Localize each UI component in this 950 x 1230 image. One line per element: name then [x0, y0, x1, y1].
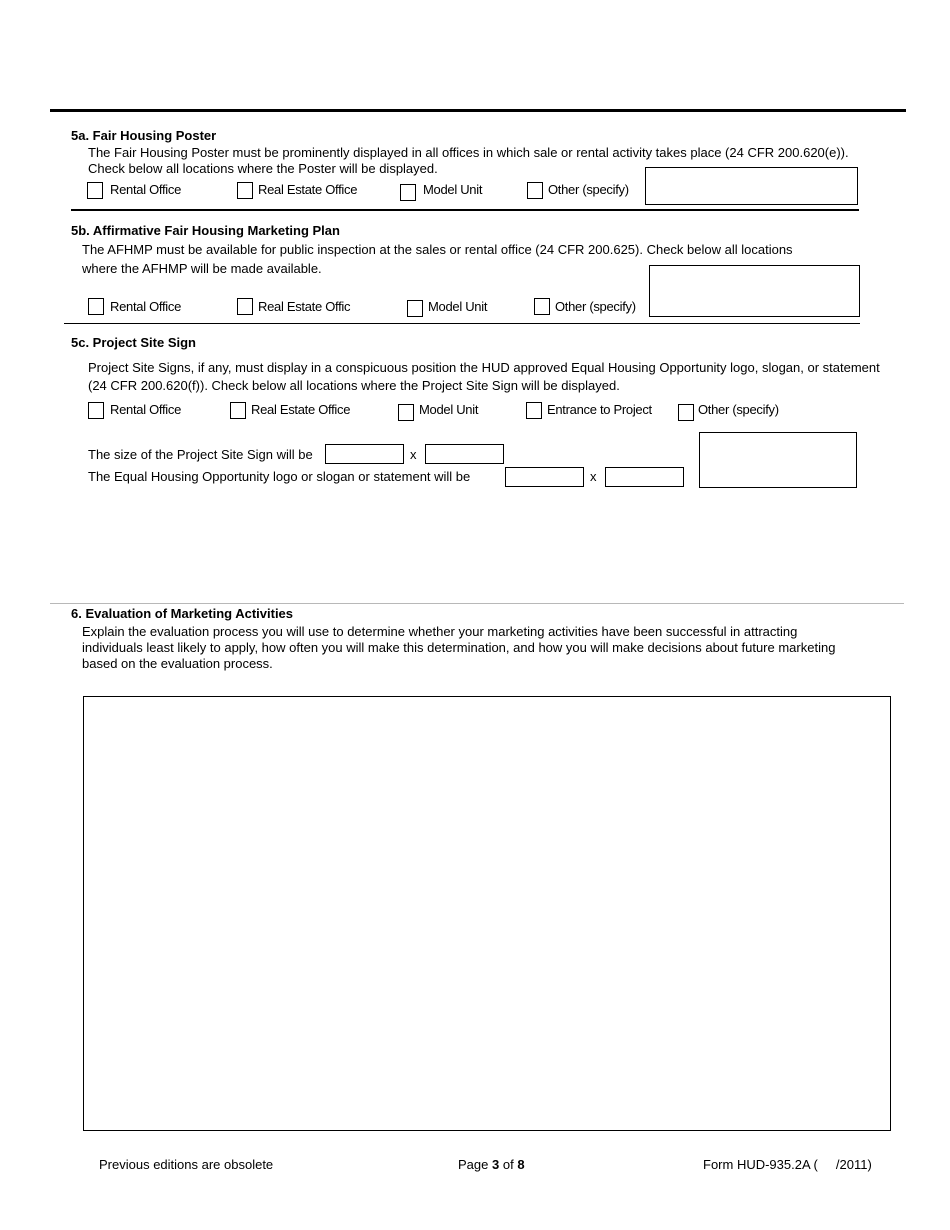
- label-5c-rental-office: Rental Office: [110, 402, 182, 417]
- section-5c-title: 5c. Project Site Sign: [71, 335, 196, 350]
- label-5c-real-estate-office: Real Estate Office: [251, 402, 351, 417]
- divider-6: [50, 603, 904, 604]
- section-6-title: 6. Evaluation of Marketing Activities: [71, 606, 294, 621]
- checkbox-5c-rental-office[interactable]: [88, 402, 104, 419]
- footer-obsolete-note: Previous editions are obsolete: [99, 1157, 274, 1172]
- logo-size-times: x: [590, 469, 597, 484]
- label-5b-real-estate-office: Real Estate Offic: [258, 299, 351, 314]
- label-5a-real-estate-office: Real Estate Office: [258, 182, 358, 197]
- checkbox-5c-real-estate-office[interactable]: [230, 402, 246, 419]
- divider-5b: [64, 323, 860, 324]
- input-5a-other-specify[interactable]: [645, 167, 858, 205]
- section-5a-title: 5a. Fair Housing Poster: [71, 128, 217, 143]
- section-5b-text-line1: The AFHMP must be available for public inspection at the sales or rental office (24 CFR 200.625). Check below all locations: [82, 242, 793, 257]
- section-5a-text-line2: Check below all locations where the Poster will be displayed.: [88, 161, 438, 176]
- label-5a-other: Other (specify): [548, 182, 629, 197]
- section-5c-text-line1: Project Site Signs, if any, must display in a conspicuous position the HUD approved Equal Housing Opportunity logo, slogan, or statement: [88, 360, 880, 375]
- label-5b-rental-office: Rental Office: [110, 299, 182, 314]
- checkbox-5c-entrance[interactable]: [526, 402, 542, 419]
- label-5c-other: Other (specify): [698, 402, 779, 417]
- checkbox-5b-model-unit[interactable]: [407, 300, 423, 317]
- input-sign-width[interactable]: [325, 444, 404, 464]
- sign-size-label: The size of the Project Site Sign will be: [88, 447, 313, 462]
- section-5c-text-line2: (24 CFR 200.620(f)). Check below all locations where the Project Site Sign will be displayed.: [88, 378, 620, 393]
- input-sign-height[interactable]: [425, 444, 504, 464]
- label-5b-other: Other (specify): [555, 299, 636, 314]
- input-5b-other-specify[interactable]: [649, 265, 860, 317]
- input-logo-width[interactable]: [505, 467, 584, 487]
- label-5c-model-unit: Model Unit: [419, 402, 479, 417]
- evaluation-textarea[interactable]: [83, 696, 891, 1131]
- checkbox-5a-model-unit[interactable]: [400, 184, 416, 201]
- footer-page-total: 8: [517, 1157, 525, 1172]
- checkbox-5c-other[interactable]: [678, 404, 694, 421]
- section-6-text-line1: Explain the evaluation process you will use to determine whether your marketing activities have been successful in attracting: [82, 624, 798, 639]
- section-6-text-line2: individuals least likely to apply, how often you will make this determination, and how you will make decisions about future marketing: [82, 640, 836, 655]
- footer-page-of: of: [502, 1157, 514, 1172]
- label-5b-model-unit: Model Unit: [428, 299, 488, 314]
- section-6-text-line3: based on the evaluation process.: [82, 656, 273, 671]
- input-logo-height[interactable]: [605, 467, 684, 487]
- label-5c-entrance: Entrance to Project: [547, 402, 652, 417]
- logo-size-label: The Equal Housing Opportunity logo or slogan or statement will be: [88, 469, 471, 484]
- sign-size-times: x: [410, 447, 417, 462]
- divider-5a: [71, 209, 859, 211]
- footer-page-number: [458, 1157, 525, 1172]
- checkbox-5c-model-unit[interactable]: [398, 404, 414, 421]
- top-rule: [50, 109, 906, 112]
- section-5a-text-line1: The Fair Housing Poster must be prominently displayed in all offices in which sale or rental activity takes place (24 CFR 200.620(e)).: [88, 145, 849, 160]
- input-5c-other-specify[interactable]: [699, 432, 857, 488]
- checkbox-5b-rental-office[interactable]: [88, 298, 104, 315]
- checkbox-5a-real-estate-office[interactable]: [237, 182, 253, 199]
- checkbox-5a-rental-office[interactable]: [87, 182, 103, 199]
- checkbox-5a-other[interactable]: [527, 182, 543, 199]
- checkbox-5b-other[interactable]: [534, 298, 550, 315]
- footer-page-prefix: Page: [458, 1157, 489, 1172]
- checkbox-5b-real-estate-office[interactable]: [237, 298, 253, 315]
- footer-form-id: Form HUD-935.2A ( /2011): [703, 1157, 872, 1172]
- label-5a-model-unit: Model Unit: [423, 182, 483, 197]
- footer-page-current: 3: [492, 1157, 500, 1172]
- label-5a-rental-office: Rental Office: [110, 182, 182, 197]
- section-5b-text-line2: where the AFHMP will be made available.: [82, 261, 322, 276]
- section-5b-title: 5b. Affirmative Fair Housing Marketing Plan: [71, 223, 340, 238]
